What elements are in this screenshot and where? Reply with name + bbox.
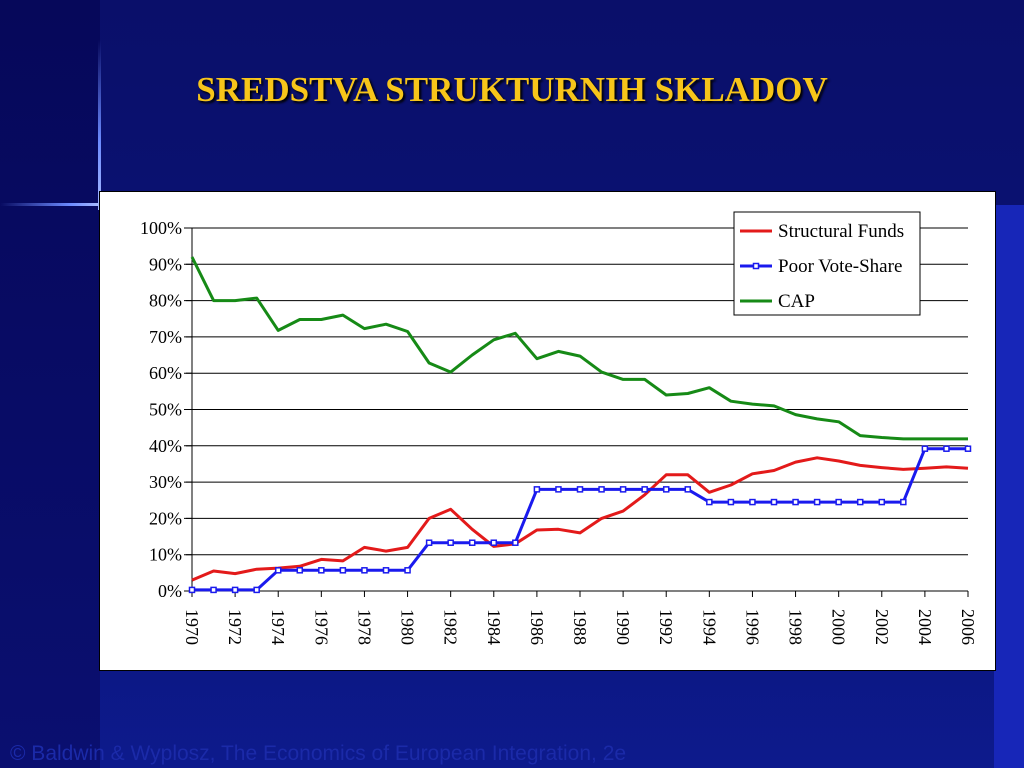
x-tick-label: 1980 <box>397 609 418 645</box>
data-point-poor-vote-share <box>470 540 475 545</box>
series-line-structural-funds <box>192 458 968 580</box>
x-tick-label: 1988 <box>570 609 590 645</box>
y-tick-label: 10% <box>149 544 182 565</box>
data-point-poor-vote-share <box>384 568 389 573</box>
x-tick-label: 1994 <box>699 609 720 645</box>
data-point-poor-vote-share <box>728 500 733 505</box>
x-tick-label: 1998 <box>785 609 806 645</box>
data-point-poor-vote-share <box>448 540 453 545</box>
x-tick-label: 1996 <box>742 609 763 645</box>
data-point-poor-vote-share <box>599 487 604 492</box>
data-point-poor-vote-share <box>750 500 755 505</box>
data-point-poor-vote-share <box>534 487 539 492</box>
data-point-poor-vote-share <box>491 540 496 545</box>
data-point-poor-vote-share <box>254 587 259 592</box>
data-point-poor-vote-share <box>879 500 884 505</box>
legend-label-poor-vote-share: Poor Vote-Share <box>778 256 903 277</box>
y-tick-label: 90% <box>149 254 182 275</box>
data-point-poor-vote-share <box>513 540 518 545</box>
x-tick-label: 2004 <box>914 609 935 645</box>
data-point-poor-vote-share <box>621 487 626 492</box>
x-tick-label: 1984 <box>483 609 504 645</box>
legend-label-structural-funds: Structural Funds <box>778 221 905 242</box>
y-tick-label: 100% <box>140 218 182 238</box>
data-point-poor-vote-share <box>211 587 216 592</box>
data-point-poor-vote-share <box>319 568 324 573</box>
data-point-poor-vote-share <box>276 568 281 573</box>
data-point-poor-vote-share <box>642 487 647 492</box>
y-tick-label: 60% <box>149 363 182 384</box>
x-tick-label: 1990 <box>613 609 634 645</box>
y-tick-label: 50% <box>149 399 182 420</box>
data-point-poor-vote-share <box>944 446 949 451</box>
data-point-poor-vote-share <box>362 568 367 573</box>
x-tick-label: 2000 <box>828 609 849 645</box>
x-tick-label: 1972 <box>225 609 246 645</box>
vertical-glow-line <box>98 40 101 210</box>
legend-marker-poor-vote-share <box>754 264 759 269</box>
footer-credit: © Baldwin & Wyplosz, The Economics of European Integration, 2e <box>10 742 627 765</box>
y-tick-label: 40% <box>149 435 182 456</box>
x-tick-label: 1974 <box>268 609 289 645</box>
data-point-poor-vote-share <box>901 500 906 505</box>
data-point-poor-vote-share <box>578 487 583 492</box>
x-tick-label: 1982 <box>440 609 461 645</box>
data-point-poor-vote-share <box>297 568 302 573</box>
data-point-poor-vote-share <box>966 446 971 451</box>
data-point-poor-vote-share <box>405 568 410 573</box>
series-line-poor-vote-share <box>192 449 968 590</box>
y-tick-label: 30% <box>149 472 182 493</box>
x-tick-label: 1992 <box>656 609 677 645</box>
y-tick-label: 20% <box>149 508 182 529</box>
data-point-poor-vote-share <box>707 500 712 505</box>
x-tick-label: 1976 <box>311 609 332 645</box>
line-chart <box>100 192 995 670</box>
data-point-poor-vote-share <box>685 487 690 492</box>
x-tick-label: 1970 <box>182 609 202 645</box>
data-point-poor-vote-share <box>815 500 820 505</box>
x-tick-label: 1986 <box>526 609 547 645</box>
right-decorative-band <box>994 205 1024 768</box>
x-tick-label: 2006 <box>958 609 978 645</box>
y-tick-label: 0% <box>158 581 182 601</box>
data-point-poor-vote-share <box>922 446 927 451</box>
data-point-poor-vote-share <box>340 568 345 573</box>
data-point-poor-vote-share <box>233 587 238 592</box>
data-point-poor-vote-share <box>190 587 195 592</box>
data-point-poor-vote-share <box>858 500 863 505</box>
chart-frame <box>99 191 996 671</box>
data-point-poor-vote-share <box>793 500 798 505</box>
x-tick-label: 1978 <box>354 609 375 645</box>
data-point-poor-vote-share <box>772 500 777 505</box>
slide-title: SREDSTVA STRUKTURNIH SKLADOV <box>196 70 828 109</box>
data-point-poor-vote-share <box>664 487 669 492</box>
data-point-poor-vote-share <box>836 500 841 505</box>
y-tick-label: 70% <box>149 326 182 347</box>
legend-label-cap: CAP <box>778 291 815 312</box>
data-point-poor-vote-share <box>556 487 561 492</box>
y-tick-label: 80% <box>149 290 182 311</box>
horizontal-glow-line <box>0 203 100 206</box>
x-tick-label: 2002 <box>871 609 892 645</box>
left-decorative-band <box>0 0 100 768</box>
data-point-poor-vote-share <box>427 540 432 545</box>
